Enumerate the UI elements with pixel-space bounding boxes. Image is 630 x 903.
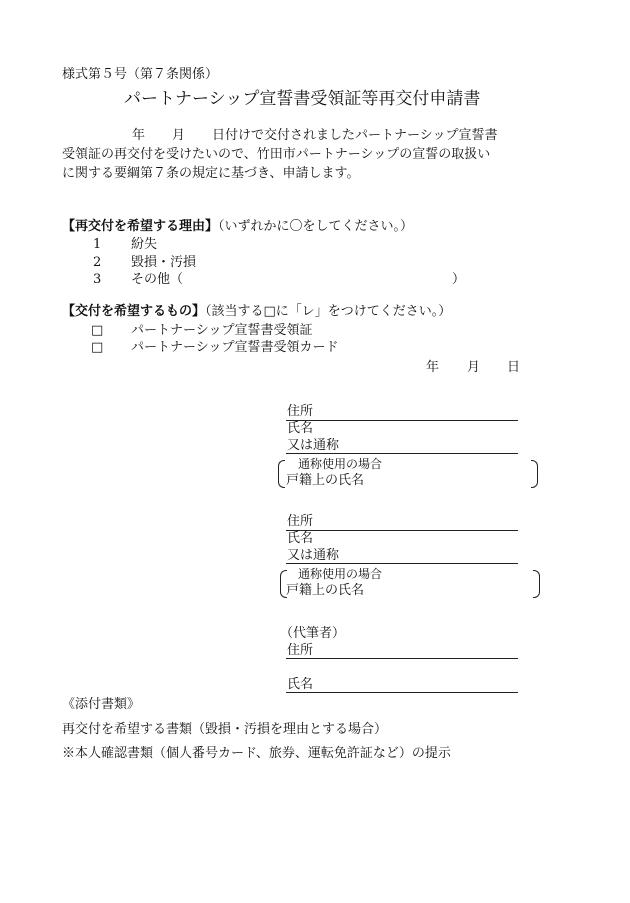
page-title: パートナーシップ宣誓書受領証等再交付申請書 xyxy=(124,89,481,109)
request-heading-bold: 【交付を希望するもの】 xyxy=(62,304,206,319)
applicant1-address-line[interactable] xyxy=(286,420,518,421)
bracket-right xyxy=(531,460,538,488)
request-heading-note: （該当する□に「レ」をつけてください。） xyxy=(205,304,452,319)
applicant1-name-label: 氏名 xyxy=(287,421,314,436)
reason-item-num: 3 xyxy=(93,272,102,287)
applicant2-address-label: 住所 xyxy=(287,514,314,529)
bracket-right xyxy=(533,570,540,598)
proxy-address-line[interactable] xyxy=(286,658,518,659)
proxy-name-line[interactable] xyxy=(286,692,518,693)
request-item-label: パートナーシップ宣誓書受領証 xyxy=(131,323,313,338)
reason-heading-bold: 【再交付を希望する理由】 xyxy=(62,219,219,234)
reason-item-num: 1 xyxy=(93,237,102,252)
reason-item-label: 毀損・汚損 xyxy=(131,255,197,270)
applicant2-address-line[interactable] xyxy=(286,530,518,531)
reason-heading xyxy=(62,220,413,233)
checkbox-card[interactable]: □ xyxy=(91,340,104,355)
applicant1-alias-note: 通称使用の場合 xyxy=(298,457,383,471)
attachment-item: ※本人確認書類（個人番号カード、旅券、運転免許証など）の提示 xyxy=(62,746,451,761)
applicant1-registry-name: 戸籍上の氏名 xyxy=(286,473,365,488)
intro-month: 月 xyxy=(172,128,186,143)
request-item-label: パートナーシップ宣誓書受領カード xyxy=(131,340,339,355)
reason-heading-note: （いずれかに〇をしてください。） xyxy=(218,219,414,234)
proxy-name-label: 氏名 xyxy=(287,677,314,692)
applicant2-name-line[interactable] xyxy=(286,563,518,564)
intro-line3: に関する要綱第７条の規定に基づき、申請します。 xyxy=(62,166,360,181)
reason-item-label: その他（ xyxy=(131,272,184,287)
form-number: 様式第５号（第７条関係） xyxy=(62,67,219,82)
proxy-address-label: 住所 xyxy=(287,643,314,658)
checkbox-receipt[interactable]: □ xyxy=(91,323,104,338)
applicant1-name-line[interactable] xyxy=(286,453,518,454)
reason-other-close: ） xyxy=(452,272,466,287)
intro-year: 年 xyxy=(132,128,146,143)
date-day: 日 xyxy=(507,360,521,375)
applicant2-registry-name: 戸籍上の氏名 xyxy=(286,583,365,598)
reason-item-num: 2 xyxy=(93,255,102,270)
applicant2-name-label: 氏名 xyxy=(287,531,314,546)
applicant2-alias-note: 通称使用の場合 xyxy=(298,567,383,581)
intro-line1: 日付けで交付されましたパートナーシップ宣誓書 xyxy=(212,128,498,143)
attachments-heading: 《添付書類》 xyxy=(62,697,141,712)
proxy-label: （代筆者） xyxy=(280,626,346,641)
applicant2-alias-label: 又は通称 xyxy=(287,548,340,563)
applicant1-alias-label: 又は通称 xyxy=(287,438,340,453)
attachment-item: 再交付を希望する書類（毀損・汚損を理由とする場合） xyxy=(62,722,388,737)
reason-item-label: 紛失 xyxy=(131,237,158,252)
applicant1-address-label: 住所 xyxy=(287,404,314,419)
bracket-left xyxy=(278,460,285,488)
intro-line2: 受領証の再交付を受けたいので、竹田市パートナーシップの宣誓の取扱い xyxy=(62,147,491,162)
date-year: 年 xyxy=(426,360,440,375)
date-month: 月 xyxy=(467,360,481,375)
request-heading xyxy=(62,305,451,318)
